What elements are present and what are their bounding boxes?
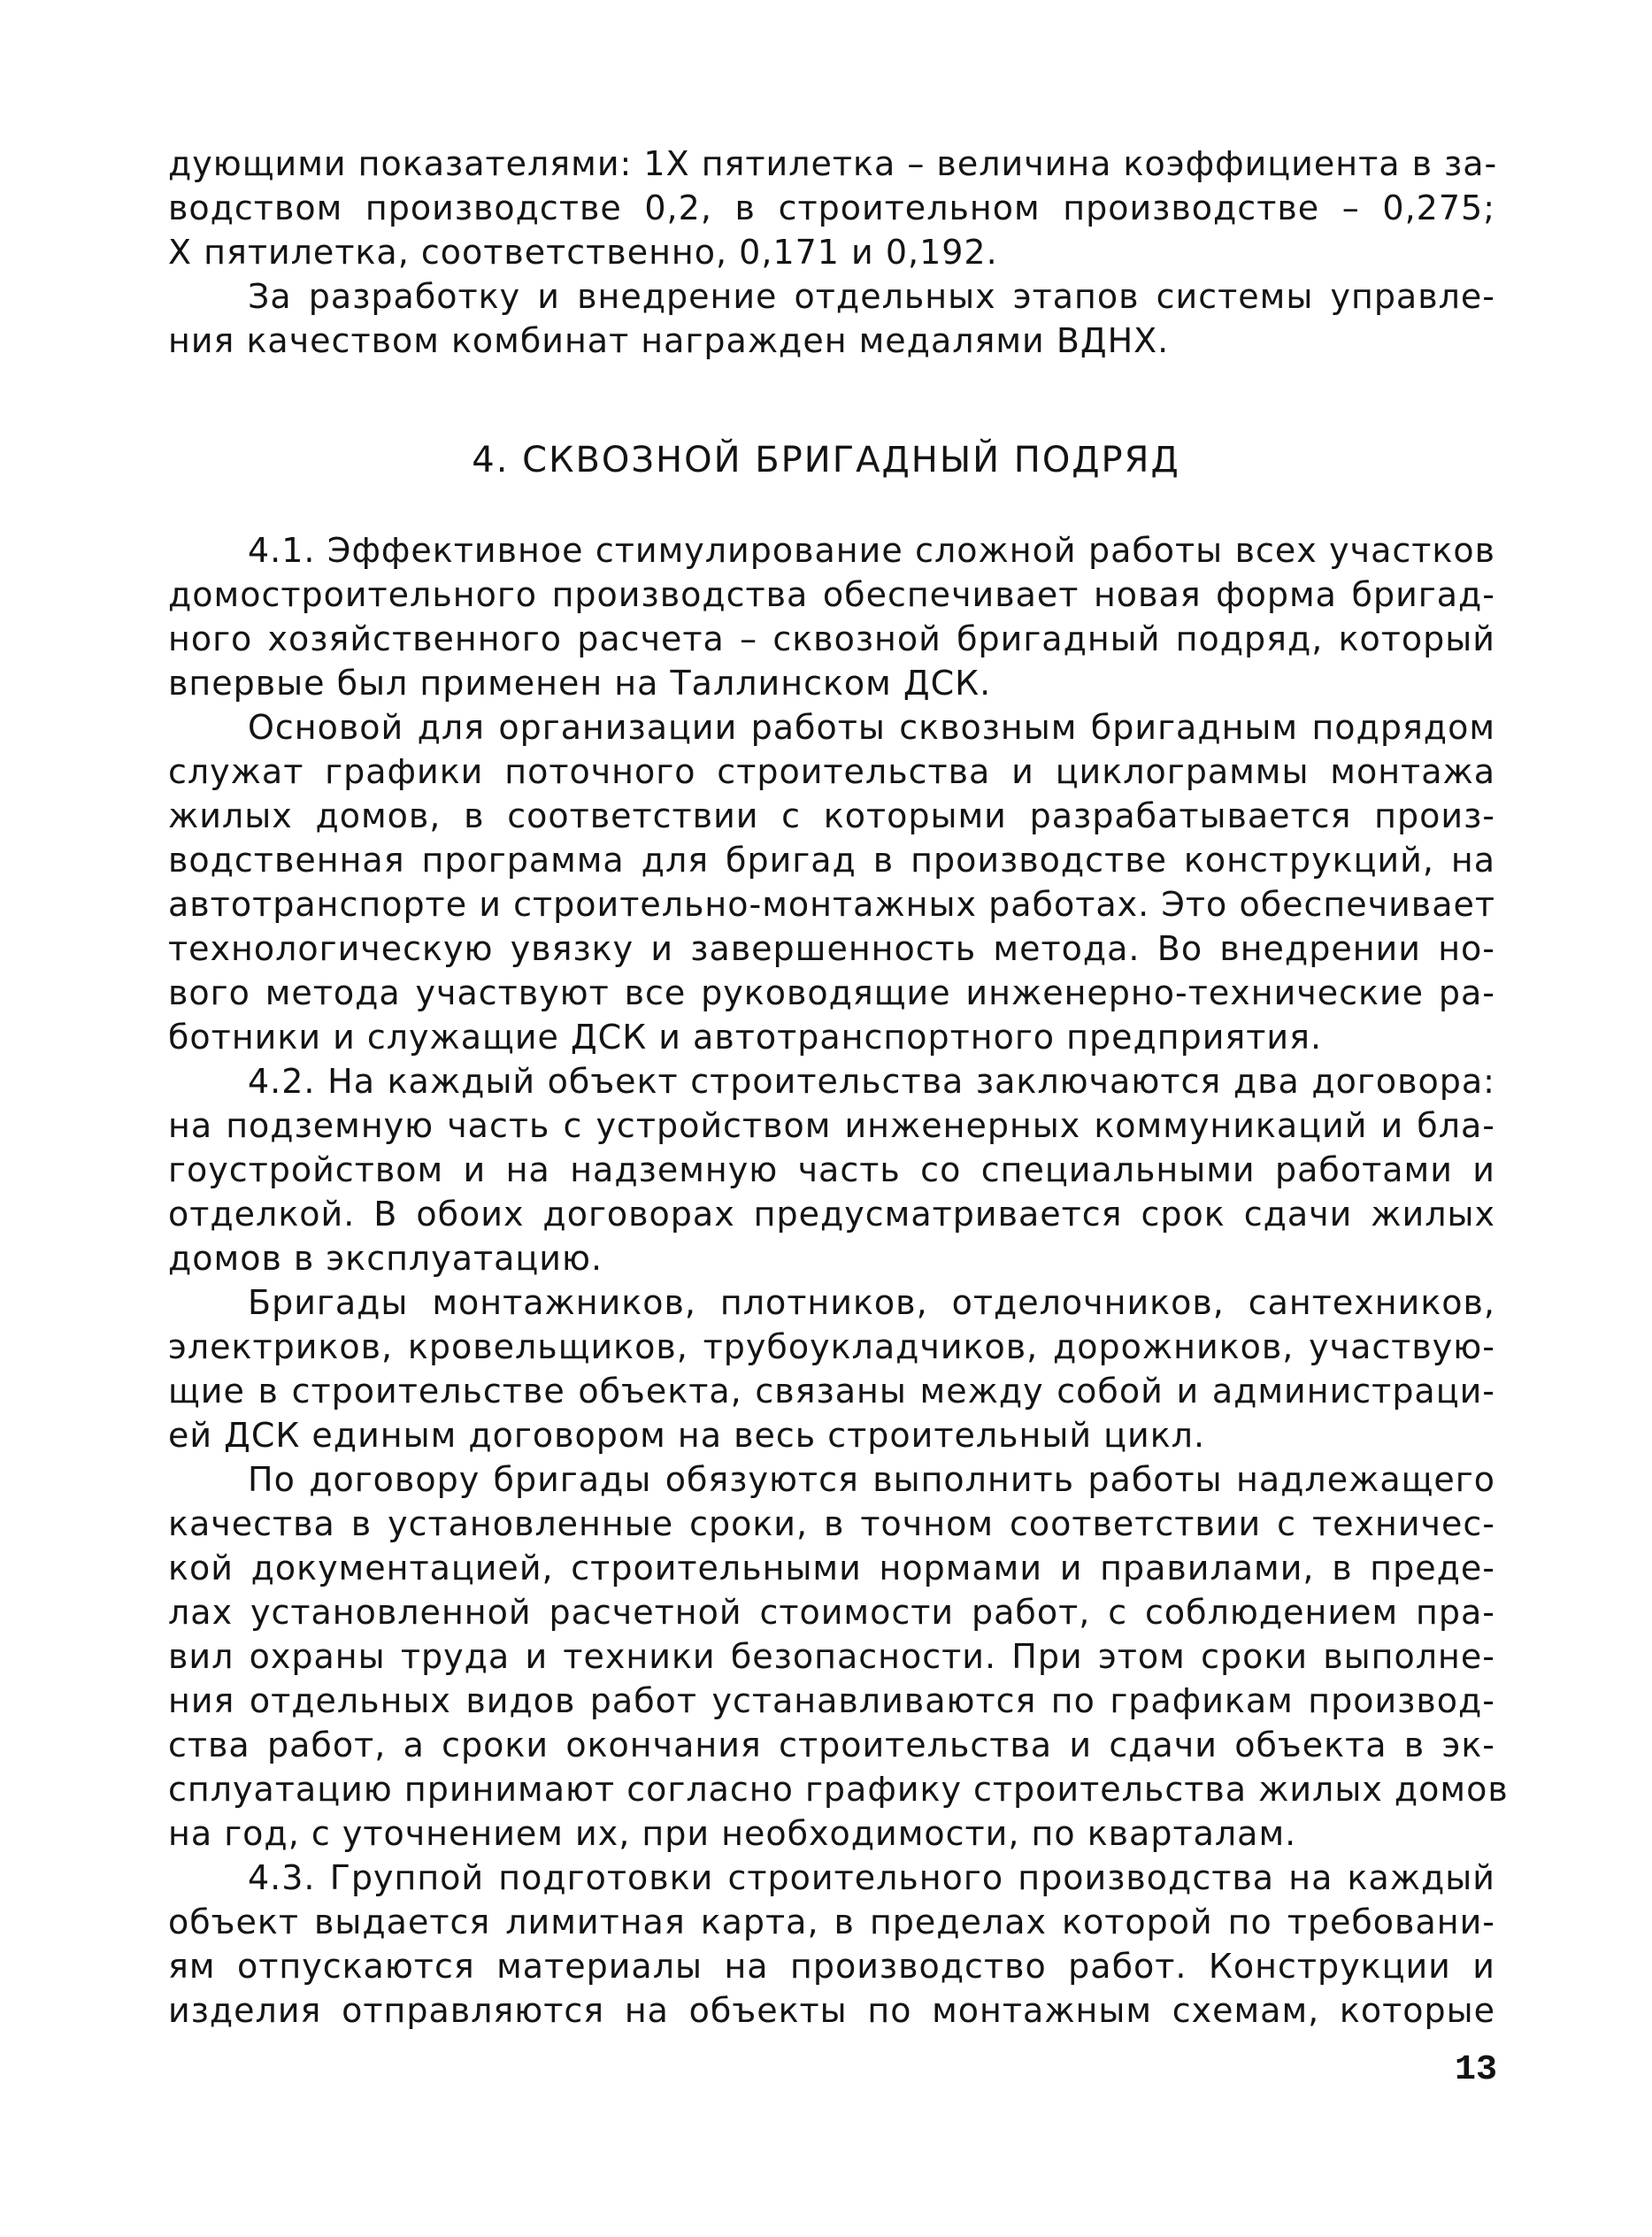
text-line: 4.1. Эффективное стимулирование сложной работы всех участков [248,531,1495,570]
text-line: ям отпускаются материалы на производство работ. Конструкции и [168,1947,1495,1986]
text-line: кой документацией, строительными нормами и правилами, в преде- [168,1549,1495,1587]
text-line: впервые был применен на Таллинском ДСК. [168,664,992,703]
text-line: Основой для организации работы сквозным бригадным подрядом [248,708,1495,747]
text-line: водственная программа для бригад в производстве конструкций, на [168,841,1495,880]
text-line: отделкой. В обоих договорах предусматривается срок сдачи жилых [168,1195,1495,1234]
text-line: служат графики поточного строительства и циклограммы монтажа [168,752,1495,791]
text-line: ного хозяйственного расчета – сквозной бригадный подряд, который [168,619,1495,658]
text-line: ботники и служащие ДСК и автотранспортного предприятия. [168,1018,1323,1057]
text-line: 4.2. На каждый объект строительства заключаются два договора: [248,1062,1495,1101]
text-line: дующими показателями: 1Х пятилетка – величина коэффициента в за- [168,144,1498,183]
text-line: на подземную часть с устройством инженерных коммуникаций и бла- [168,1106,1495,1145]
text-line: 4.3. Группой подготовки строительного производства на каждый [248,1858,1495,1897]
text-line: автотранспорте и строительно-монтажных работах. Это обеспечивает [168,885,1495,924]
text-line: качества в установленные сроки, в точном соответствии с техничес- [168,1504,1495,1543]
text-line: на год, с уточнением их, при необходимости, по кварталам. [168,1814,1297,1853]
intro-paragraphs [168,142,1498,363]
text-line: жилых домов, в соответствии с которыми разрабатывается произ- [168,796,1495,835]
text-line: ей ДСК единым договором на весь строительный цикл. [168,1416,1206,1455]
text-line: За разработку и внедрение отдельных этапов системы управле- [248,277,1495,316]
text-line: домов в эксплуатацию. [168,1239,603,1278]
text-line: ния отдельных видов работ устанавливаются по графикам производ- [168,1681,1495,1720]
text-line: лах установленной расчетной стоимости работ, с соблюдением пра- [168,1593,1495,1632]
text-line: изделия отправляются на объекты по монтажным схемам, которые [168,1991,1495,2030]
text-line: гоустройством и на надземную часть со специальными работами и [168,1150,1495,1189]
section-heading: 4. СКВОЗНОЙ БРИГАДНЫЙ ПОДРЯД [472,440,1180,480]
text-line: ния качеством комбинат награжден медалями ВДНХ. [168,321,1170,360]
text-line: домостроительного производства обеспечивает новая форма бригад- [168,575,1495,614]
text-line: объект выдается лимитная карта, в пределах которой по требовани- [168,1903,1495,1941]
text-line: водством производстве 0,2, в строительном производстве – 0,275; [168,188,1495,227]
text-line: щие в строительстве объекта, связаны между собой и администраци- [168,1372,1495,1411]
section-body [168,528,1509,2033]
text-line: электриков, кровельщиков, трубоукладчиков, дорожников, участвую- [168,1327,1495,1366]
text-line: вого метода участвуют все руководящие инженерно-технические ра- [168,973,1495,1012]
text-line: По договору бригады обязуются выполнить работы надлежащего [248,1460,1495,1499]
text-line: ства работ, а сроки окончания строительства и сдачи объекта в эк- [168,1726,1495,1764]
text-line: сплуатацию принимают согласно графику строительства жилых домов [168,1770,1509,1809]
text-line: Бригады монтажников, плотников, отделочников, сантехников, [248,1283,1495,1322]
text-line: технологическую увязку и завершенность метода. Во внедрении но- [168,929,1495,968]
text-line: вил охраны труда и техники безопасности. При этом сроки выполне- [168,1637,1495,1676]
page-number: 13 [1454,2050,1497,2090]
text-line: Х пятилетка, соответственно, 0,171 и 0,192. [168,233,998,272]
